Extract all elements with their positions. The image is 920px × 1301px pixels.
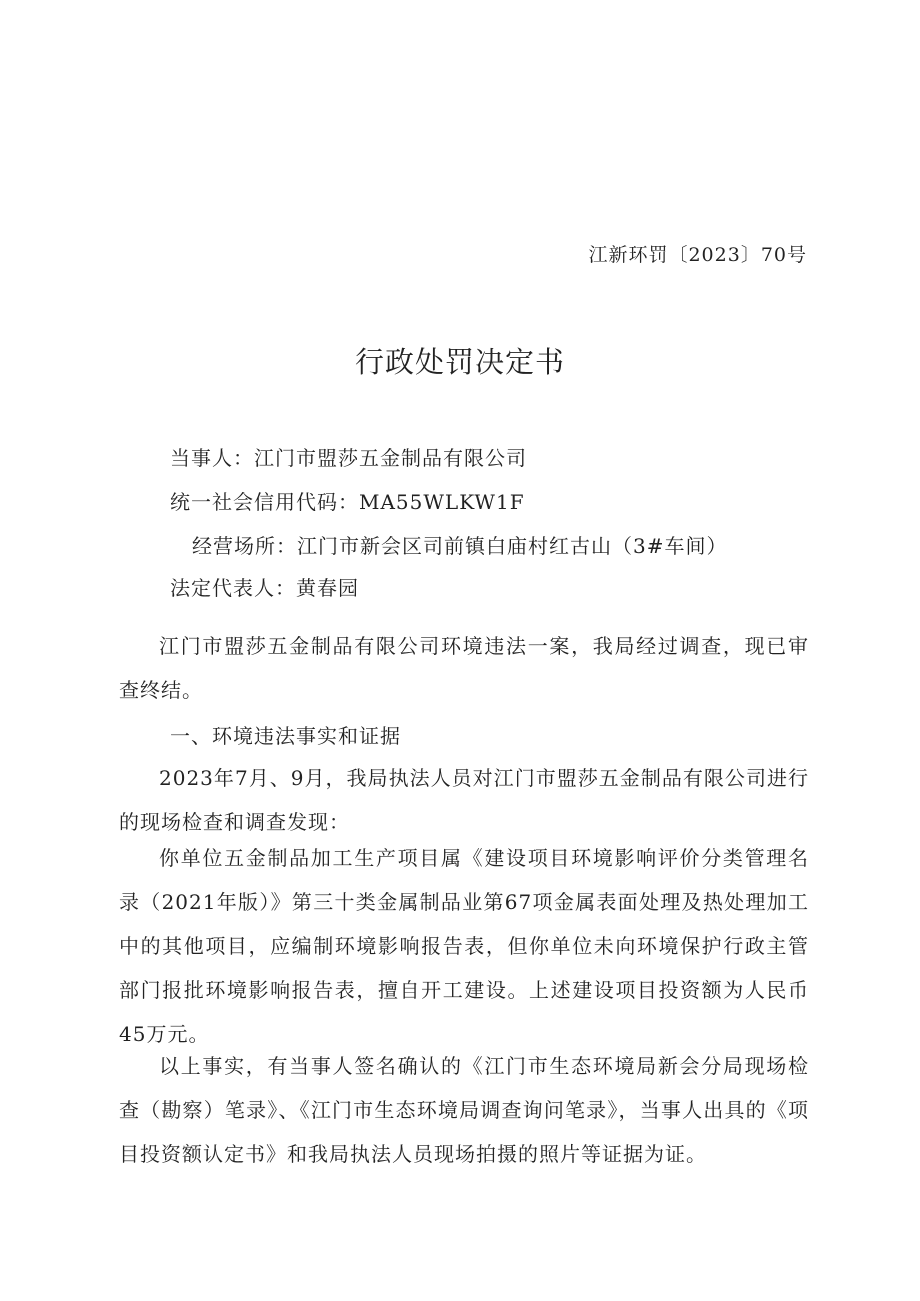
party-name: 当事人：江门市盟莎五金制品有限公司	[170, 446, 527, 470]
document-number: 江新环罚〔2023〕70号	[588, 244, 807, 266]
body-paragraph: 你单位五金制品加工生产项目属《建设项目环境影响评价分类管理名录（2021年版）》第三十类金属制品业第67项金属表面处理及热处理加工中的其他项目，应编制环境影响报告表，但你单位未向环境保护行政主管部门报批环境影响报告表，擅自开工建设。上述建设项目投资额为人民币45万元。	[119, 846, 809, 1046]
document-title: 行政处罚决定书	[354, 345, 565, 379]
section-heading: 一、环境违法事实和证据	[170, 724, 401, 748]
body-paragraph: 以上事实，有当事人签名确认的《江门市生态环境局新会分局现场检查（勘察）笔录》、《江门市生态环境局调查询问笔录》，当事人出具的《项目投资额认定书》和我局执法人员现场拍摄的照片等证据为证。	[119, 1054, 809, 1166]
party-credit-code: 统一社会信用代码：MA55WLKW1F	[170, 490, 525, 514]
party-address: 经营场所：江门市新会区司前镇白庙村红古山（3#车间）	[192, 534, 728, 558]
party-legal-representative: 法定代表人：黄春园	[170, 576, 359, 600]
body-paragraph: 2023年7月、9月，我局执法人员对江门市盟莎五金制品有限公司进行的现场检查和调查发现：	[119, 766, 809, 834]
intro-paragraph: 江门市盟莎五金制品有限公司环境违法一案，我局经过调查，现已审查终结。	[119, 634, 809, 702]
